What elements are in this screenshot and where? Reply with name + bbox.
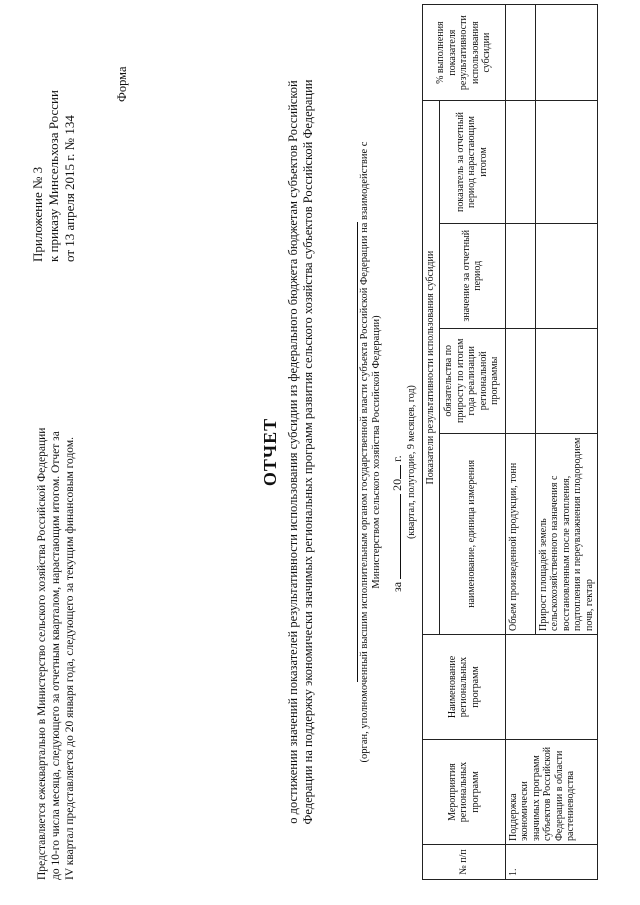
period-blank	[400, 494, 401, 579]
row-percent	[535, 5, 598, 101]
period-prefix: за	[390, 581, 404, 592]
row-obligation	[505, 328, 535, 433]
appendix-line: Приложение № 3	[30, 166, 45, 262]
header-num: № п/п	[423, 845, 506, 880]
form-label: Форма	[115, 66, 129, 102]
row-program-name	[505, 635, 598, 740]
row-indicator-name: Прирост площадей земель сельскохозяйственного назначения с восстановленным после затопления, подтопления и переувлажнения плодородием почв, гектар	[535, 433, 598, 634]
period-caption: (квартал, полугодие, 9 месяцев, год)	[406, 385, 417, 539]
organization-caption: (орган, уполномоченный высшим исполнительным органом государственной власти субъекта Российской Федерации на взаимодействие с Министерством сельского хозяйства Российской Федерации)	[359, 141, 382, 763]
report-title: ОТЧЕТ	[260, 417, 280, 487]
appendix-block	[30, 22, 78, 262]
row-reporting-value	[505, 223, 535, 328]
row-obligation	[535, 328, 598, 433]
row-cumulative	[505, 101, 535, 224]
appendix-line: к приказу Минсельхоза России	[46, 90, 61, 262]
header-indicators-group: Показатели результативности использования субсидии	[423, 101, 440, 635]
indicators-table	[422, 4, 595, 880]
row-percent	[505, 5, 535, 101]
report-subtitle: о достижении значений показателей результативности использования субсидии из федерального бюджета бюджетам субъектов Российской Федерации на поддержку экономически значимых региональных программ развития сельского хозяйства субъектов Российской Федерации	[286, 79, 315, 825]
reporting-period-line	[390, 455, 405, 592]
row-indicator-name: Объем произведенной продукции, тонн	[505, 433, 535, 634]
organization-fill-line	[357, 222, 358, 682]
row-reporting-value	[535, 223, 598, 328]
row-num: 1.	[505, 845, 598, 880]
rotated-document-sheet	[20, 12, 620, 892]
header-program-name: Наименование региональных программ	[423, 635, 506, 740]
header-percent: % выполнения показателя результативности использования субсидии	[423, 5, 506, 101]
header-activity: Мероприятия региональных программ	[423, 740, 506, 845]
header-indicator-name: наименование, единица измерения	[439, 433, 505, 634]
period-year-suffix: г.	[390, 455, 404, 462]
header-obligation: обязательства по приросту по итогам года реализации региональной программы	[439, 328, 505, 433]
row-activity: Поддержка экономически значимых программ субъектов Российской Федерации в области растениеводства	[505, 740, 598, 845]
year-blank	[400, 465, 401, 479]
appendix-line: от 13 апреля 2015 г. № 134	[62, 115, 77, 262]
period-year-prefix: 20	[390, 478, 404, 491]
table-row	[505, 5, 535, 880]
submission-note: Представляется ежеквартально в Министерство сельского хозяйства Российской Федерации до 10-го числа месяца, следующего за отчетным кварталом, нарастающим итогом. Отчет за IV квартал представляется до 20 января года, следующего за текущим финансовым годом.	[36, 427, 76, 880]
header-cumulative: показатель за отчетный период нарастающим итогом	[439, 101, 505, 224]
header-reporting-value: значение за отчетный период	[439, 223, 505, 328]
row-cumulative	[535, 101, 598, 224]
